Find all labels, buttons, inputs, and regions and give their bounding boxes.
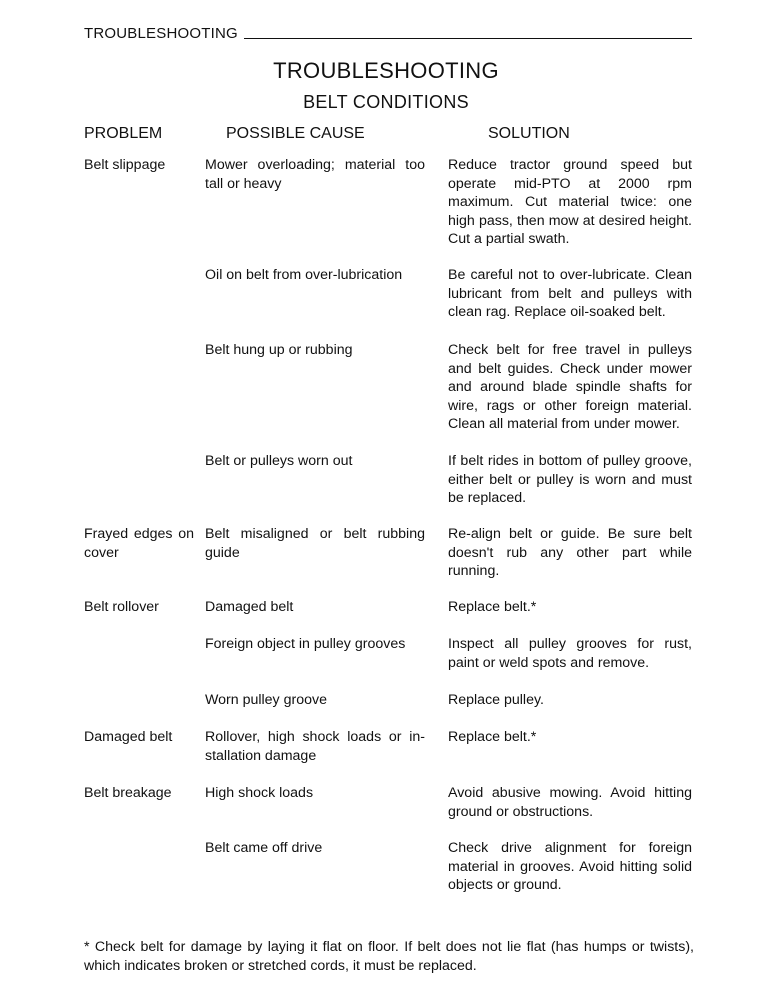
column-header-problem: PROBLEM xyxy=(84,125,163,142)
row-0-problem: Belt slippage xyxy=(84,157,166,173)
row-9-solution: Avoid abusive mowing. Avoid hitting ground or obstructions. xyxy=(448,785,692,820)
row-9-problem: Belt breakage xyxy=(84,785,172,801)
row-3-solution: If belt rides in bottom of pulley groove, either belt or pulley is worn and must be replaced. xyxy=(448,453,692,506)
row-5-problem: Belt rollover xyxy=(84,599,159,615)
row-1-solution: Be careful not to over-lubricate. Clean lubricant from belt and pulleys with clean rag. Replace oil-soaked belt. xyxy=(448,267,692,320)
row-2-cause: Belt hung up or rubbing xyxy=(205,342,353,358)
row-0-solution: Reduce tractor ground speed but operate mid-PTO at 2000 rpm maximum. Cut material twice: one high pass, then mow at desired height. Cut a partial swath. xyxy=(448,157,692,247)
column-header-solution: SOLUTION xyxy=(488,125,570,142)
row-7-solution: Replace pulley. xyxy=(448,692,544,708)
running-header-text: TROUBLESHOOTING xyxy=(84,25,238,42)
row-8-problem: Damaged belt xyxy=(84,729,173,745)
row-3-cause: Belt or pulleys worn out xyxy=(205,453,353,469)
row-10-cause: Belt came off drive xyxy=(205,840,323,856)
row-6-cause: Foreign object in pulley grooves xyxy=(205,636,406,652)
header-rule xyxy=(244,38,692,39)
page-subtitle: BELT CONDITIONS xyxy=(303,92,469,112)
row-2-solution: Check belt for free travel in pulleys and belt guides. Check under mower and around blade spindle shafts for wire, rags or other foreign material. Clean all material from under mower. xyxy=(448,342,692,432)
column-header-cause: POSSIBLE CAUSE xyxy=(226,125,365,142)
row-4-problem: Frayed edges on cover xyxy=(84,526,194,561)
row-5-solution: Replace belt.* xyxy=(448,599,537,615)
row-7-cause: Worn pulley groove xyxy=(205,692,327,708)
page-title: TROUBLESHOOTING xyxy=(273,58,499,83)
row-6-solution: Inspect all pulley grooves for rust, paint or weld spots and remove. xyxy=(448,636,692,671)
footnote: * Check belt for damage by laying it flat on floor. If belt does not lie flat (has humps or twists), which indicates broken or stretched cords, it must be replaced. xyxy=(84,939,694,974)
row-8-solution: Replace belt.* xyxy=(448,729,537,745)
row-8-cause: Rollover, high shock loads or in-stallation damage xyxy=(205,729,425,764)
row-1-cause: Oil on belt from over-lubrication xyxy=(205,267,403,283)
row-0-cause: Mower overloading; material too tall or heavy xyxy=(205,157,425,192)
row-4-solution: Re-align belt or guide. Be sure belt doesn't rub any other part while running. xyxy=(448,526,692,579)
row-9-cause: High shock loads xyxy=(205,785,314,801)
row-10-solution: Check drive alignment for foreign material in grooves. Avoid hitting solid objects or ground. xyxy=(448,840,692,893)
row-4-cause: Belt misaligned or belt rubbing guide xyxy=(205,526,425,561)
running-header xyxy=(84,25,692,42)
row-5-cause: Damaged belt xyxy=(205,599,294,615)
